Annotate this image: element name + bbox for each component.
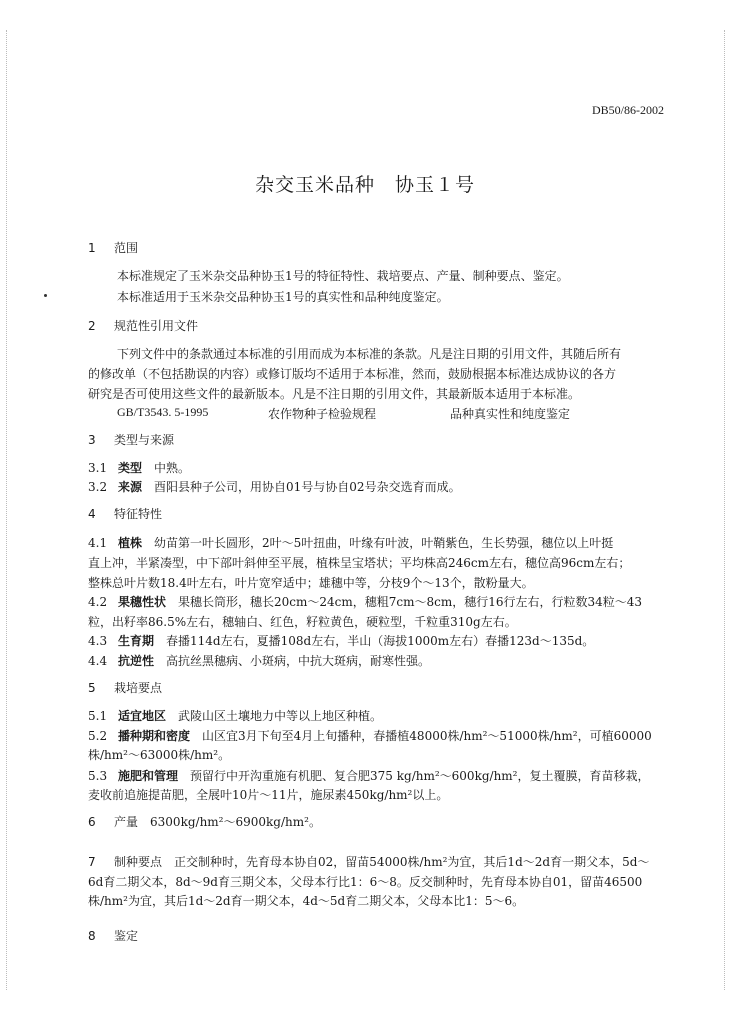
reference-title: 农作物种子检验规程: [268, 407, 377, 421]
clause-4-2-cont: 粒，出籽率86.5%左右，穗轴白、红色，籽粒黄色，硬粒型，千粒重310g左右。: [88, 615, 517, 629]
paragraph: 本标准适用于玉米杂交品种协玉1号的真实性和品种纯度鉴定。: [117, 290, 449, 304]
section-7-heading: [88, 854, 649, 870]
clause-4-1-cont: 直上冲，半紧凑型，中下部叶斜伸至平展，植株呈宝塔状；平均株高246cm左右，穗位高96cm左右；: [88, 556, 631, 570]
clause-5-2: [88, 728, 652, 744]
clause-label: 播种期和密度: [118, 729, 191, 743]
section-7-cont: 6d育二期父本，8d～9d育三期父本，父母本行比1：6～8。反交制种时，先育母本协自01，留苗46500: [88, 875, 643, 889]
paragraph-line: 下列文件中的条款通过本标准的引用而成为本标准的条款。凡是注日期的引用文件，其随后所有: [117, 347, 622, 361]
section-number: 7: [88, 855, 96, 869]
clause-4-1: [88, 535, 613, 551]
clause-label: 适宜地区: [118, 709, 167, 723]
clause-3-2: [88, 479, 461, 495]
clause-number: 5.1: [88, 709, 108, 723]
section-number: 3: [88, 433, 96, 447]
clause-5-3: [88, 768, 650, 784]
clause-4-4: [88, 653, 430, 669]
clause-5-1: [88, 708, 382, 724]
clause-text: 武陵山区土壤地力中等以上地区种植。: [178, 709, 383, 723]
clause-5-3-cont: 麦收前追施提苗肥，全展叶10片～11片，施尿素450kg/hm²以上。: [88, 788, 449, 802]
paragraph-line: 研究是否可使用这些文件的最新版本。凡是不注日期的引用文件，其最新版本适用于本标准。: [88, 387, 581, 401]
clause-5-2-cont: 株/hm²～63000株/hm²。: [88, 748, 231, 762]
section-5-heading: [88, 680, 162, 696]
section-text: 正交制种时，先育母本协自02，留苗54000株/hm²为宜，其后1d～2d育一期父本，5d～: [174, 855, 650, 869]
section-title: 特征特性: [114, 507, 163, 521]
clause-number: 4.4: [88, 654, 108, 668]
clause-label: 抗逆性: [118, 654, 155, 668]
clause-number: 5.3: [88, 769, 108, 783]
reference-code: GB/T3543. 5-1995: [117, 405, 209, 419]
clause-text: 山区宜3月下旬至4月上旬播种，春播植48000株/hm²～51000株/hm²，可植60000: [202, 729, 652, 743]
clause-4-1-cont: 整株总叶片数18.4叶左右，叶片宽窄适中；雄穗中等，分枝9个～13个，散粉量大。: [88, 576, 534, 590]
section-number: 2: [88, 319, 96, 333]
clause-number: 4.3: [88, 634, 108, 648]
section-7-cont: 株/hm²为宜，其后1d～2d育一期父本，4d～5d育二期父本，父母本比1：5～6。: [88, 894, 525, 908]
section-6-heading: [88, 814, 321, 830]
clause-text: 预留行中开沟重施有机肥、复合肥375 kg/hm²～600kg/hm²，复土覆膜，育苗移栽，: [190, 769, 650, 783]
clause-text: 幼苗第一叶长圆形，2叶～5叶扭曲，叶缘有叶波，叶鞘紫色，生长势强，穗位以上叶挺: [154, 536, 614, 550]
clause-number: 4.1: [88, 536, 108, 550]
reference-part: 品种真实性和纯度鉴定: [450, 407, 571, 421]
clause-text: 高抗丝黑穗病、小斑病，中抗大斑病，耐寒性强。: [166, 654, 431, 668]
clause-label: 植株: [118, 536, 143, 550]
section-number: 4: [88, 507, 96, 521]
clause-label: 果穗性状: [118, 595, 167, 609]
section-number: 6: [88, 815, 96, 829]
section-number: 8: [88, 929, 96, 943]
section-title: 类型与来源: [114, 433, 175, 447]
clause-4-3: [88, 633, 594, 649]
document-title: 杂交玉米品种 协玉１号: [254, 174, 475, 196]
clause-text: 中熟。: [154, 461, 191, 475]
standard-code: DB50/86-2002: [592, 103, 664, 117]
clause-number: 3.2: [88, 480, 108, 494]
section-title: 规范性引用文件: [114, 319, 199, 333]
section-title: 栽培要点: [114, 681, 163, 695]
section-number: 1: [88, 241, 96, 255]
clause-number: 4.2: [88, 595, 108, 609]
section-1-heading: [88, 240, 138, 256]
section-title: 制种要点: [114, 855, 163, 869]
section-4-heading: [88, 506, 162, 522]
clause-number: 5.2: [88, 729, 108, 743]
clause-label: 施肥和管理: [118, 769, 179, 783]
clause-3-1: [88, 460, 190, 476]
paragraph: 本标准规定了玉米杂交品种协玉1号的特征特性、栽培要点、产量、制种要点、鉴定。: [117, 269, 569, 283]
section-title: 产量: [114, 815, 139, 829]
section-title: 范围: [114, 241, 139, 255]
clause-text: 酉阳县种子公司，用协自01号与协自02号杂交选育而成。: [154, 480, 461, 494]
clause-4-2: [88, 594, 642, 610]
paragraph-line: 的修改单（不包括勘误的内容）或修订版均不适用于本标准，然而，鼓励根据本标准达成协议的各方: [88, 367, 617, 381]
clause-label: 生育期: [118, 634, 155, 648]
section-3-heading: [88, 432, 174, 448]
section-title: 鉴定: [114, 929, 139, 943]
section-8-heading: [88, 928, 138, 944]
section-number: 5: [88, 681, 96, 695]
clause-number: 3.1: [88, 461, 108, 475]
clause-text: 春播114d左右，夏播108d左右，半山（海拔1000m左右）春播123d～135d。: [166, 634, 595, 648]
section-2-heading: [88, 318, 198, 334]
scan-speck: [44, 294, 47, 297]
clause-label: 来源: [118, 480, 143, 494]
clause-label: 类型: [118, 461, 143, 475]
section-text: 6300kg/hm²～6900kg/hm²。: [150, 815, 321, 829]
clause-text: 果穗长筒形，穗长20cm～24cm，穗粗7cm～8cm，穗行16行左右，行粒数34粒～43: [178, 595, 643, 609]
